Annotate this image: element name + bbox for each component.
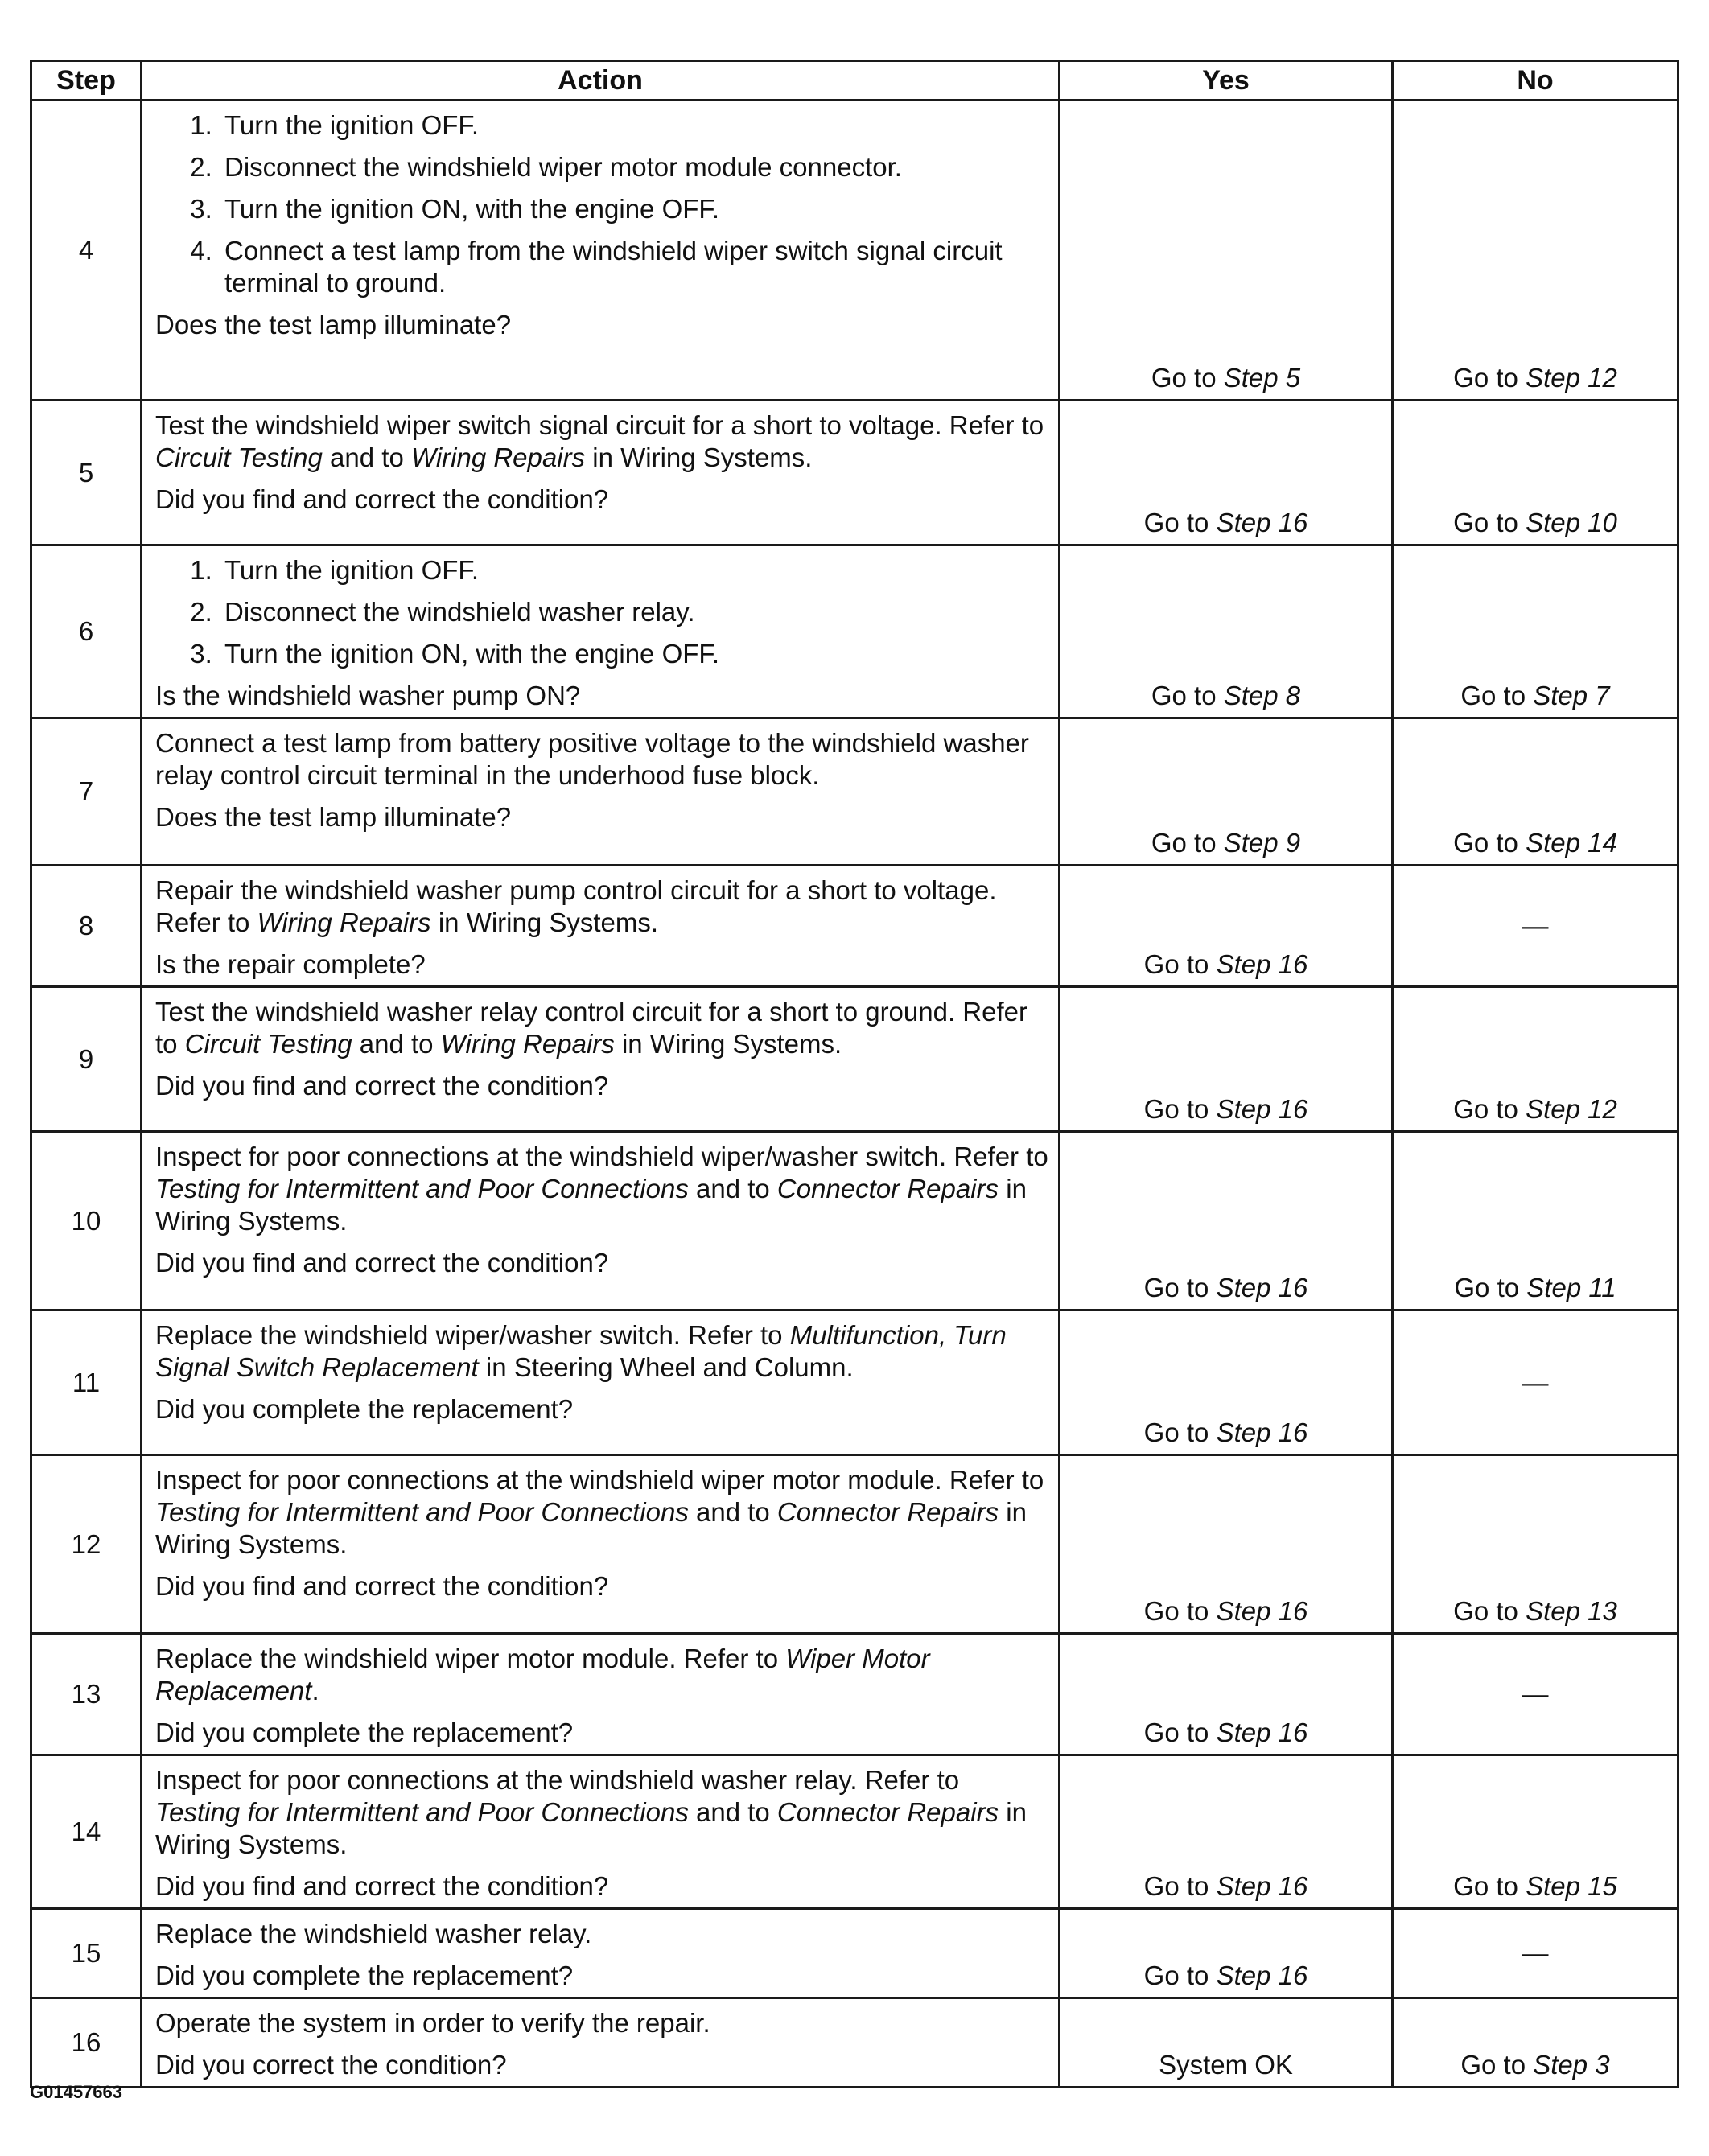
result-text: Go to <box>1453 363 1518 393</box>
step-target-link[interactable]: Step 16 <box>1216 1417 1308 1447</box>
reference-link[interactable]: Wiper Motor Replacement <box>155 1644 930 1705</box>
action-cell <box>142 987 1060 1132</box>
action-instruction <box>155 1141 1050 1237</box>
action-question: Did you find and correct the condition? <box>155 1071 609 1101</box>
result-text: Go to <box>1143 1718 1209 1747</box>
step-number: 6 <box>31 545 142 718</box>
header-no: No <box>1393 61 1678 101</box>
action-cell <box>142 545 1060 718</box>
result-text: Go to <box>1460 2050 1526 2080</box>
yes-result <box>1060 1634 1393 1755</box>
action-step-item: 3. Turn the ignition ON, with the engine OFF. <box>220 638 1050 670</box>
instruction-text: and to <box>688 1174 777 1203</box>
yes-result <box>1060 1310 1393 1455</box>
table-row <box>31 718 1678 866</box>
result-text: Go to <box>1454 1273 1520 1302</box>
result-text: Go to <box>1151 681 1217 710</box>
instruction-text: Replace the windshield wiper/washer switch. Refer to <box>155 1320 790 1350</box>
result-text: Go to <box>1143 1094 1209 1124</box>
no-result <box>1393 718 1678 866</box>
action-steps-list <box>155 554 1050 670</box>
table-row <box>31 1310 1678 1455</box>
action-question: Did you find and correct the condition? <box>155 1871 609 1901</box>
result-text: Go to <box>1453 1871 1518 1901</box>
step-number: 16 <box>31 1998 142 2088</box>
table-row <box>31 101 1678 401</box>
action-step-item: 3. Turn the ignition ON, with the engine OFF. <box>220 193 1050 225</box>
instruction-text: and to <box>352 1029 441 1059</box>
yes-result <box>1060 1998 1393 2088</box>
result-text: Go to <box>1453 508 1518 537</box>
result-text: System OK <box>1159 2050 1293 2080</box>
step-target-link[interactable]: Step 16 <box>1216 1596 1308 1626</box>
table-row <box>31 1132 1678 1310</box>
step-target-link[interactable]: Step 16 <box>1216 1273 1308 1302</box>
instruction-text: in Wiring Systems. <box>155 1174 1027 1236</box>
yes-result <box>1060 866 1393 987</box>
step-target-link[interactable]: Step 16 <box>1216 508 1308 537</box>
table-row <box>31 1909 1678 1998</box>
step-target-link[interactable]: Step 14 <box>1526 828 1617 858</box>
action-question: Did you complete the replacement? <box>155 1961 574 1990</box>
reference-link[interactable]: Wiring Repairs <box>257 907 431 937</box>
yes-result <box>1060 987 1393 1132</box>
action-cell <box>142 1634 1060 1755</box>
instruction-text: in Wiring Systems. <box>155 1497 1027 1559</box>
instruction-text: in Steering Wheel and Column. <box>478 1352 854 1382</box>
step-target-link[interactable]: Step 10 <box>1526 508 1617 537</box>
step-target-link[interactable]: Step 16 <box>1216 1871 1308 1901</box>
action-instruction <box>155 1319 1050 1384</box>
no-result <box>1393 866 1678 987</box>
instruction-text: Inspect for poor connections at the windshield wiper/washer switch. Refer to <box>155 1142 1048 1171</box>
yes-result <box>1060 1455 1393 1634</box>
instruction-text: Repair the windshield washer pump control circuit for a short to voltage. Refer to <box>155 875 997 937</box>
action-cell <box>142 1455 1060 1634</box>
step-number: 15 <box>31 1909 142 1998</box>
action-question: Does the test lamp illuminate? <box>155 310 512 339</box>
yes-result <box>1060 1755 1393 1909</box>
action-cell <box>142 1132 1060 1310</box>
action-question: Did you correct the condition? <box>155 2050 507 2080</box>
action-question: Did you find and correct the condition? <box>155 1248 609 1278</box>
action-cell <box>142 401 1060 545</box>
action-step-item: 1. Turn the ignition OFF. <box>220 554 1050 586</box>
result-text: Go to <box>1143 1273 1209 1302</box>
instruction-text: Inspect for poor connections at the windshield wiper motor module. Refer to <box>155 1465 1044 1495</box>
table-row <box>31 1455 1678 1634</box>
no-result <box>1393 1310 1678 1455</box>
action-question: Did you find and correct the condition? <box>155 1571 609 1601</box>
step-target-link[interactable]: Step 13 <box>1526 1596 1617 1626</box>
action-instruction <box>155 727 1050 792</box>
result-text: Go to <box>1143 1961 1209 1990</box>
action-instruction <box>155 874 1050 939</box>
action-instruction <box>155 409 1050 474</box>
step-target-link[interactable]: Step 15 <box>1526 1871 1617 1901</box>
action-step-item: 2. Disconnect the windshield washer relay. <box>220 596 1050 628</box>
instruction-text: Replace the windshield washer relay. <box>155 1919 592 1948</box>
action-question: Is the windshield washer pump ON? <box>155 681 581 710</box>
no-result <box>1393 1132 1678 1310</box>
diagnostic-table-container <box>30 60 1677 2088</box>
reference-link[interactable]: Testing for Intermittent and Poor Connections <box>155 1797 689 1827</box>
step-target-link[interactable]: Step 12 <box>1526 1094 1617 1124</box>
action-step-item: 4. Connect a test lamp from the windshield wiper switch signal circuit terminal to ground. <box>220 235 1050 299</box>
action-question: Did you find and correct the condition? <box>155 484 609 514</box>
action-cell <box>142 1909 1060 1998</box>
not-applicable-dash: — <box>1522 1367 1549 1397</box>
result-text: Go to <box>1453 828 1518 858</box>
step-target-link[interactable]: Step 7 <box>1533 681 1610 710</box>
action-cell <box>142 1310 1060 1455</box>
action-instruction <box>155 2007 1050 2039</box>
table-row <box>31 1998 1678 2088</box>
action-cell <box>142 1755 1060 1909</box>
not-applicable-dash: — <box>1522 1679 1549 1709</box>
reference-link[interactable]: Connector Repairs <box>776 1174 999 1203</box>
step-number: 12 <box>31 1455 142 1634</box>
yes-result <box>1060 545 1393 718</box>
action-cell <box>142 718 1060 866</box>
step-target-link[interactable]: Step 16 <box>1216 949 1308 979</box>
step-target-link[interactable]: Step 8 <box>1223 681 1301 710</box>
step-target-link[interactable]: Step 3 <box>1533 2050 1610 2080</box>
instruction-text: Replace the windshield wiper motor module. Refer to <box>155 1644 786 1673</box>
reference-link[interactable]: Testing for Intermittent and Poor Connections <box>155 1174 689 1203</box>
table-row <box>31 401 1678 545</box>
result-text: Go to <box>1143 1596 1209 1626</box>
instruction-text: and to <box>688 1497 777 1527</box>
yes-result <box>1060 1909 1393 1998</box>
reference-link[interactable]: Connector Repairs <box>776 1497 999 1527</box>
reference-link[interactable]: Connector Repairs <box>776 1797 999 1827</box>
table-header-row <box>31 61 1678 101</box>
reference-link[interactable]: Testing for Intermittent and Poor Connections <box>155 1497 689 1527</box>
reference-link[interactable]: Circuit Testing <box>184 1029 352 1059</box>
instruction-text: Connect a test lamp from battery positive voltage to the windshield washer relay control circuit terminal in the underhood fuse block. <box>155 728 1029 790</box>
result-text: Go to <box>1460 681 1526 710</box>
action-instruction <box>155 996 1050 1060</box>
step-target-link[interactable]: Step 12 <box>1526 363 1617 393</box>
not-applicable-dash: — <box>1522 911 1549 940</box>
step-target-link[interactable]: Step 11 <box>1526 1273 1616 1302</box>
no-result <box>1393 1755 1678 1909</box>
step-number: 7 <box>31 718 142 866</box>
instruction-text: and to <box>688 1797 777 1827</box>
header-step: Step <box>31 61 142 101</box>
action-question: Does the test lamp illuminate? <box>155 802 512 832</box>
no-result <box>1393 987 1678 1132</box>
reference-link[interactable]: Multifunction, Turn Signal Switch Replacement <box>155 1320 1007 1382</box>
reference-link[interactable]: Wiring Repairs <box>410 442 586 472</box>
action-question: Is the repair complete? <box>155 949 426 979</box>
table-row <box>31 987 1678 1132</box>
step-number: 13 <box>31 1634 142 1755</box>
no-result <box>1393 101 1678 401</box>
not-applicable-dash: — <box>1522 1938 1549 1968</box>
no-result <box>1393 401 1678 545</box>
result-text: Go to <box>1143 1417 1209 1447</box>
step-target-link[interactable]: Step 5 <box>1223 363 1301 393</box>
yes-result <box>1060 718 1393 866</box>
table-row <box>31 545 1678 718</box>
step-target-link[interactable]: Step 9 <box>1223 828 1301 858</box>
instruction-text: Test the windshield wiper switch signal circuit for a short to voltage. Refer to <box>155 410 1044 440</box>
action-cell <box>142 866 1060 987</box>
action-question: Did you complete the replacement? <box>155 1718 574 1747</box>
result-text: Go to <box>1151 363 1217 393</box>
result-text: Go to <box>1143 508 1209 537</box>
yes-result <box>1060 401 1393 545</box>
instruction-text: in Wiring Systems. <box>614 1029 842 1059</box>
action-instruction <box>155 1464 1050 1561</box>
action-step-item: 1. Turn the ignition OFF. <box>220 109 1050 142</box>
reference-link[interactable]: Wiring Repairs <box>440 1029 615 1059</box>
figure-id: G01457663 <box>30 2082 122 2102</box>
result-text: Go to <box>1143 949 1209 979</box>
result-text: Go to <box>1453 1596 1518 1626</box>
table-body <box>31 101 1678 2088</box>
diagnostic-table <box>30 60 1679 2088</box>
action-instruction <box>155 1764 1050 1861</box>
action-cell <box>142 101 1060 401</box>
no-result <box>1393 1634 1678 1755</box>
table-row <box>31 1634 1678 1755</box>
instruction-text: Inspect for poor connections at the windshield washer relay. Refer to <box>155 1765 960 1795</box>
table-row <box>31 866 1678 987</box>
yes-result <box>1060 101 1393 401</box>
step-number: 11 <box>31 1310 142 1455</box>
action-steps-list <box>155 109 1050 299</box>
action-question: Did you complete the replacement? <box>155 1394 574 1424</box>
instruction-text: . <box>311 1676 319 1705</box>
instruction-text: in Wiring Systems. <box>585 442 813 472</box>
header-action: Action <box>142 61 1060 101</box>
header-yes: Yes <box>1060 61 1393 101</box>
step-number: 5 <box>31 401 142 545</box>
step-number: 8 <box>31 866 142 987</box>
table-row <box>31 1755 1678 1909</box>
action-step-item: 2. Disconnect the windshield wiper motor module connector. <box>220 151 1050 183</box>
result-text: Go to <box>1453 1094 1518 1124</box>
no-result <box>1393 1909 1678 1998</box>
yes-result <box>1060 1132 1393 1310</box>
reference-link[interactable]: Circuit Testing <box>155 442 323 472</box>
instruction-text: and to <box>322 442 411 472</box>
no-result <box>1393 545 1678 718</box>
step-number: 10 <box>31 1132 142 1310</box>
instruction-text: Test the windshield washer relay control circuit for a short to ground. Refer to <box>155 997 1028 1059</box>
result-text: Go to <box>1151 828 1217 858</box>
instruction-text: in Wiring Systems. <box>430 907 659 937</box>
step-target-link[interactable]: Step 16 <box>1216 1718 1308 1747</box>
instruction-text: Operate the system in order to verify the repair. <box>155 2008 710 2038</box>
action-instruction <box>155 1643 1050 1707</box>
action-instruction <box>155 1918 1050 1950</box>
no-result <box>1393 1455 1678 1634</box>
result-text: Go to <box>1143 1871 1209 1901</box>
step-number: 4 <box>31 101 142 401</box>
instruction-text: in Wiring Systems. <box>155 1797 1027 1859</box>
no-result <box>1393 1998 1678 2088</box>
action-cell <box>142 1998 1060 2088</box>
step-number: 9 <box>31 987 142 1132</box>
step-target-link[interactable]: Step 16 <box>1216 1961 1308 1990</box>
step-target-link[interactable]: Step 16 <box>1216 1094 1308 1124</box>
step-number: 14 <box>31 1755 142 1909</box>
